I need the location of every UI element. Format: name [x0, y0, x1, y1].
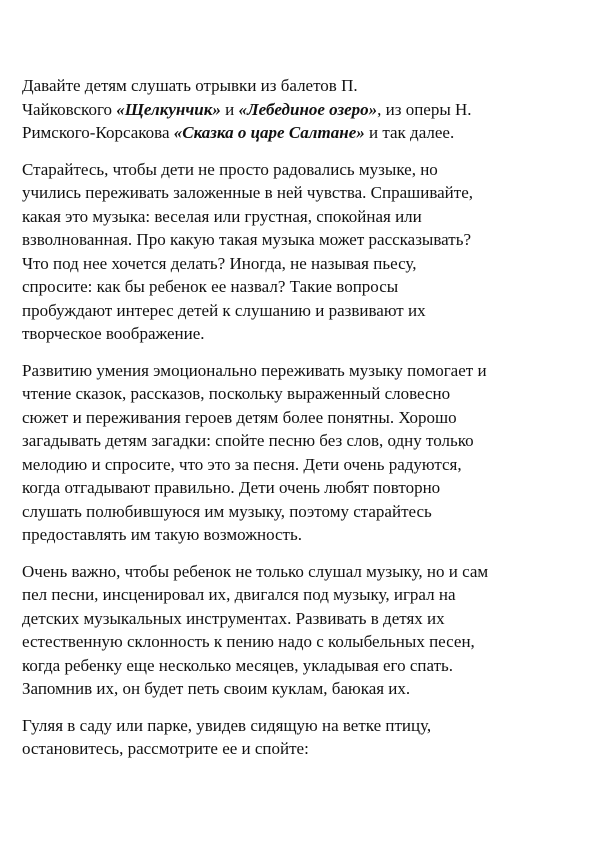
text-run: Давайте детям слушать отрывки из балетов П.: [22, 76, 358, 95]
text-run: загадывать детям загадки: спойте песню без слов, одну только: [22, 431, 474, 450]
text-line: [22, 607, 578, 631]
text-run: Гуляя в саду или парке, увидев сидящую на ветке птицу,: [22, 715, 432, 735]
paragraph: [22, 560, 578, 701]
work-title: «Лебединое озеро»: [238, 99, 378, 119]
text-line: [22, 228, 578, 252]
text-run: естественную склонность к пению надо с колыбельных песен,: [22, 632, 475, 651]
text-run: Старайтесь, чтобы дети не просто радовались музыке, но: [22, 159, 438, 179]
text-line: [22, 252, 578, 276]
text-line: [22, 74, 578, 98]
text-run: и: [220, 99, 239, 119]
text-line: [22, 98, 578, 122]
text-run: пробуждают интерес детей к слушанию и развивают их: [22, 300, 426, 320]
text-run: и так далее.: [364, 123, 455, 142]
text-line: [22, 737, 578, 761]
text-line: [22, 429, 578, 453]
paragraph: [22, 74, 578, 145]
text-run: Запомнив их, он будет петь своим куклам, баюкая их.: [22, 679, 411, 698]
text-line: [22, 406, 578, 430]
text-run: учились переживать заложенные в ней чувства. Спрашивайте,: [22, 183, 474, 202]
work-title: «Сказка о царе Салтане»: [173, 123, 365, 142]
text-run: когда ребенку еще несколько месяцев, укладывая его спать.: [22, 655, 454, 675]
text-line: [22, 560, 578, 584]
text-line: [22, 205, 578, 229]
text-line: [22, 299, 578, 323]
text-run: мелодию и спросите, что это за песня. Дети очень радуются,: [22, 454, 462, 474]
text-run: пел песни, инсценировал их, двигался под музыку, играл на: [22, 585, 456, 604]
text-line: [22, 476, 578, 500]
work-title: «Щелкунчик»: [116, 99, 221, 119]
text-run: Чайковского: [22, 99, 117, 119]
paragraph: [22, 158, 578, 346]
text-run: детских музыкальных инструментах. Развивать в детях их: [22, 608, 445, 628]
text-line: [22, 714, 578, 738]
text-run: остановитесь, рассмотрите ее и спойте:: [22, 739, 309, 758]
text-line: [22, 583, 578, 607]
text-run: слушать полюбившуюся им музыку, поэтому старайтесь: [22, 501, 432, 521]
text-line: [22, 158, 578, 182]
text-run: когда отгадывают правильно. Дети очень любят повторно: [22, 478, 441, 497]
text-line: [22, 359, 578, 383]
text-run: взволнованная. Про какую такая музыка может рассказывать?: [22, 230, 471, 249]
text-run: Что под нее хочется делать? Иногда, не называя пьесу,: [22, 253, 417, 273]
text-line: [22, 121, 578, 145]
text-run: творческое воображение.: [22, 324, 205, 343]
text-line: [22, 677, 578, 701]
text-run: предоставлять им такую возможность.: [22, 525, 302, 544]
paragraph: [22, 359, 578, 547]
text-line: [22, 382, 578, 406]
document-body: [22, 74, 578, 761]
text-run: Развитию умения эмоционально переживать музыку помогает и: [22, 360, 487, 380]
text-run: сюжет и переживания героев детям более понятны. Хорошо: [22, 407, 457, 427]
document-page: [22, 74, 578, 774]
text-line: [22, 500, 578, 524]
text-run: , из оперы Н.: [377, 99, 472, 119]
text-line: [22, 181, 578, 205]
text-run: Римского-Корсакова: [22, 123, 174, 142]
text-run: чтение сказок, рассказов, поскольку выраженный словесно: [22, 384, 451, 403]
text-line: [22, 523, 578, 547]
paragraph: [22, 714, 578, 761]
text-run: Очень важно, чтобы ребенок не только слушал музыку, но и сам: [22, 561, 489, 581]
text-line: [22, 654, 578, 678]
text-line: [22, 453, 578, 477]
text-run: какая это музыка: веселая или грустная, спокойная или: [22, 206, 422, 226]
text-line: [22, 275, 578, 299]
text-line: [22, 322, 578, 346]
text-line: [22, 630, 578, 654]
text-run: спросите: как бы ребенок ее назвал? Такие вопросы: [22, 277, 399, 296]
